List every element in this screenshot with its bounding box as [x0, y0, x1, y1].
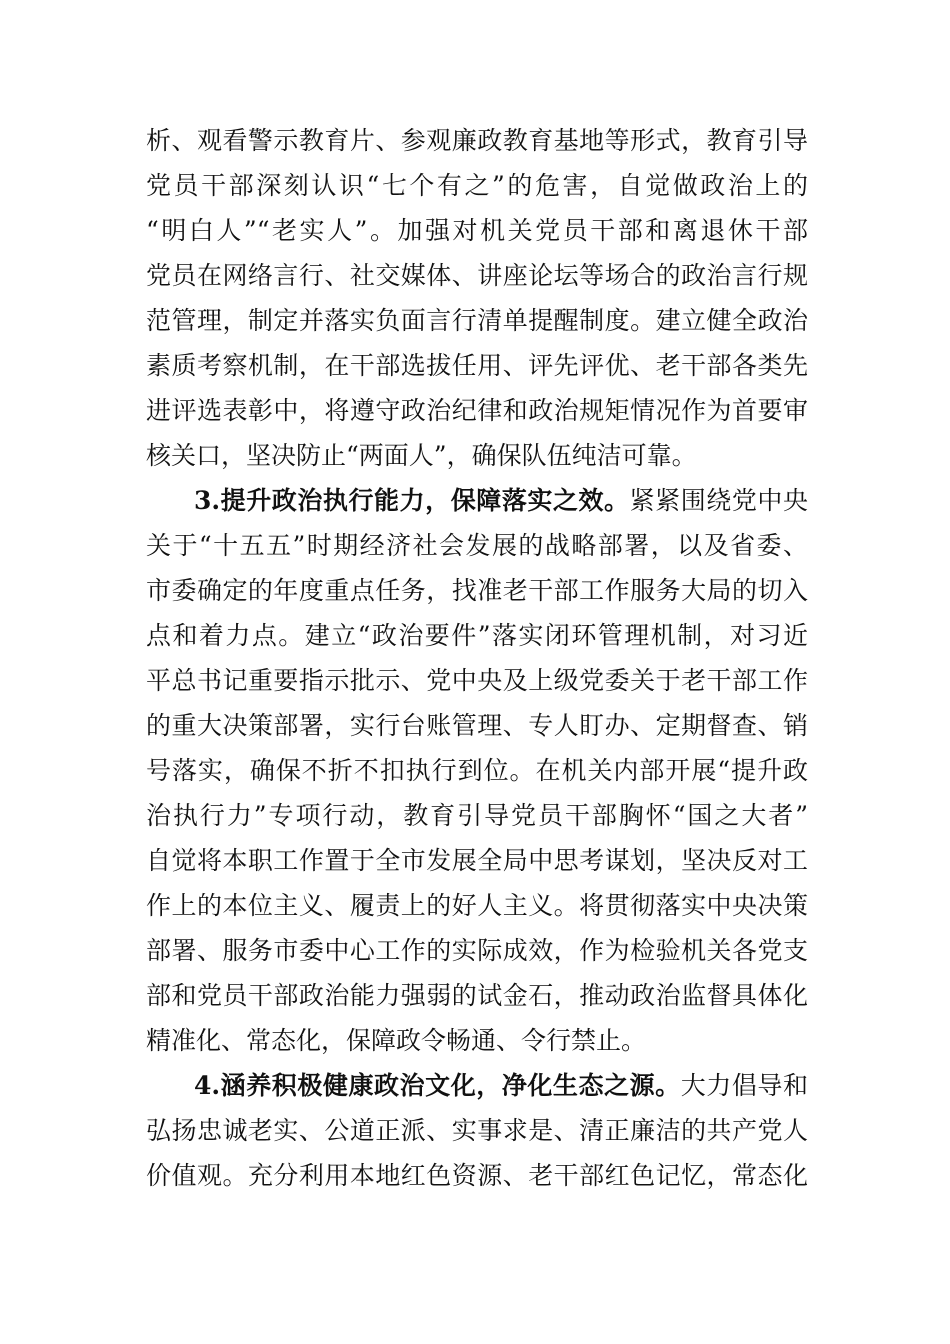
paragraph-line: 的重大决策部署，实行台账管理、专人盯办、定期督查、销 [146, 711, 808, 740]
paragraph-line: 作上的本位主义、履责上的好人主义。将贯彻落实中央决策 [146, 891, 808, 920]
paragraph-line: 进评选表彰中，将遵守政治纪律和政治规矩情况作为首要审 [146, 396, 808, 425]
paragraph-line: 点和着力点。建立“政治要件”落实闭环管理机制，对习近 [146, 621, 808, 650]
paragraph-line: 号落实，确保不折不扣执行到位。在机关内部开展“提升政 [146, 756, 808, 785]
paragraph-line: 析、观看警示教育片、参观廉政教育基地等形式，教育引导 [146, 126, 808, 155]
paragraph-line: 自觉将本职工作置于全市发展全局中思考谋划，坚决反对工 [146, 846, 808, 875]
section-first-line [146, 1063, 808, 1108]
paragraph-line: “明白人”“老实人”。加强对机关党员干部和离退休干部 [146, 216, 808, 245]
paragraph-line: 部和党员干部政治能力强弱的试金石，推动政治监督具体化 [146, 981, 808, 1010]
section-heading: 3.提升政治执行能力，保障落实之效。 [194, 486, 630, 515]
paragraph-line: 市委确定的年度重点任务，找准老干部工作服务大局的切入 [146, 576, 808, 605]
paragraph-line: 精准化、常态化，保障政令畅通、令行禁止。 [146, 1026, 647, 1055]
section-first-line-text: 紧紧围绕党中央 [629, 486, 808, 515]
section-heading: 4.涵养积极健康政治文化，净化生态之源。 [194, 1071, 681, 1100]
paragraph-line: 素质考察机制，在干部选拔任用、评先评优、老干部各类先 [146, 351, 808, 380]
paragraph-line: 党员在网络言行、社交媒体、讲座论坛等场合的政治言行规 [146, 261, 808, 290]
paragraph-line: 平总书记重要指示批示、党中央及上级党委关于老干部工作 [146, 666, 808, 695]
section-first-line [146, 478, 808, 523]
paragraph-line: 价值观。充分利用本地红色资源、老干部红色记忆，常态化 [146, 1161, 808, 1190]
paragraph-line: 关于“十五五”时期经济社会发展的战略部署，以及省委、 [146, 531, 808, 560]
paragraph-line: 范管理，制定并落实负面言行清单提醒制度。建立健全政治 [146, 306, 808, 335]
paragraph-line: 弘扬忠诚老实、公道正派、实事求是、清正廉洁的共产党人 [146, 1116, 808, 1145]
section-first-line-text: 大力倡导和 [680, 1071, 808, 1100]
paragraph-line: 党员干部深刻认识“七个有之”的危害，自觉做政治上的 [146, 171, 808, 200]
paragraph-line: 治执行力”专项行动，教育引导党员干部胸怀“国之大者” [146, 801, 808, 830]
paragraph-line: 部署、服务市委中心工作的实际成效，作为检验机关各党支 [146, 936, 808, 965]
paragraph-line: 核关口，坚决防止“两面人”，确保队伍纯洁可靠。 [146, 441, 697, 470]
